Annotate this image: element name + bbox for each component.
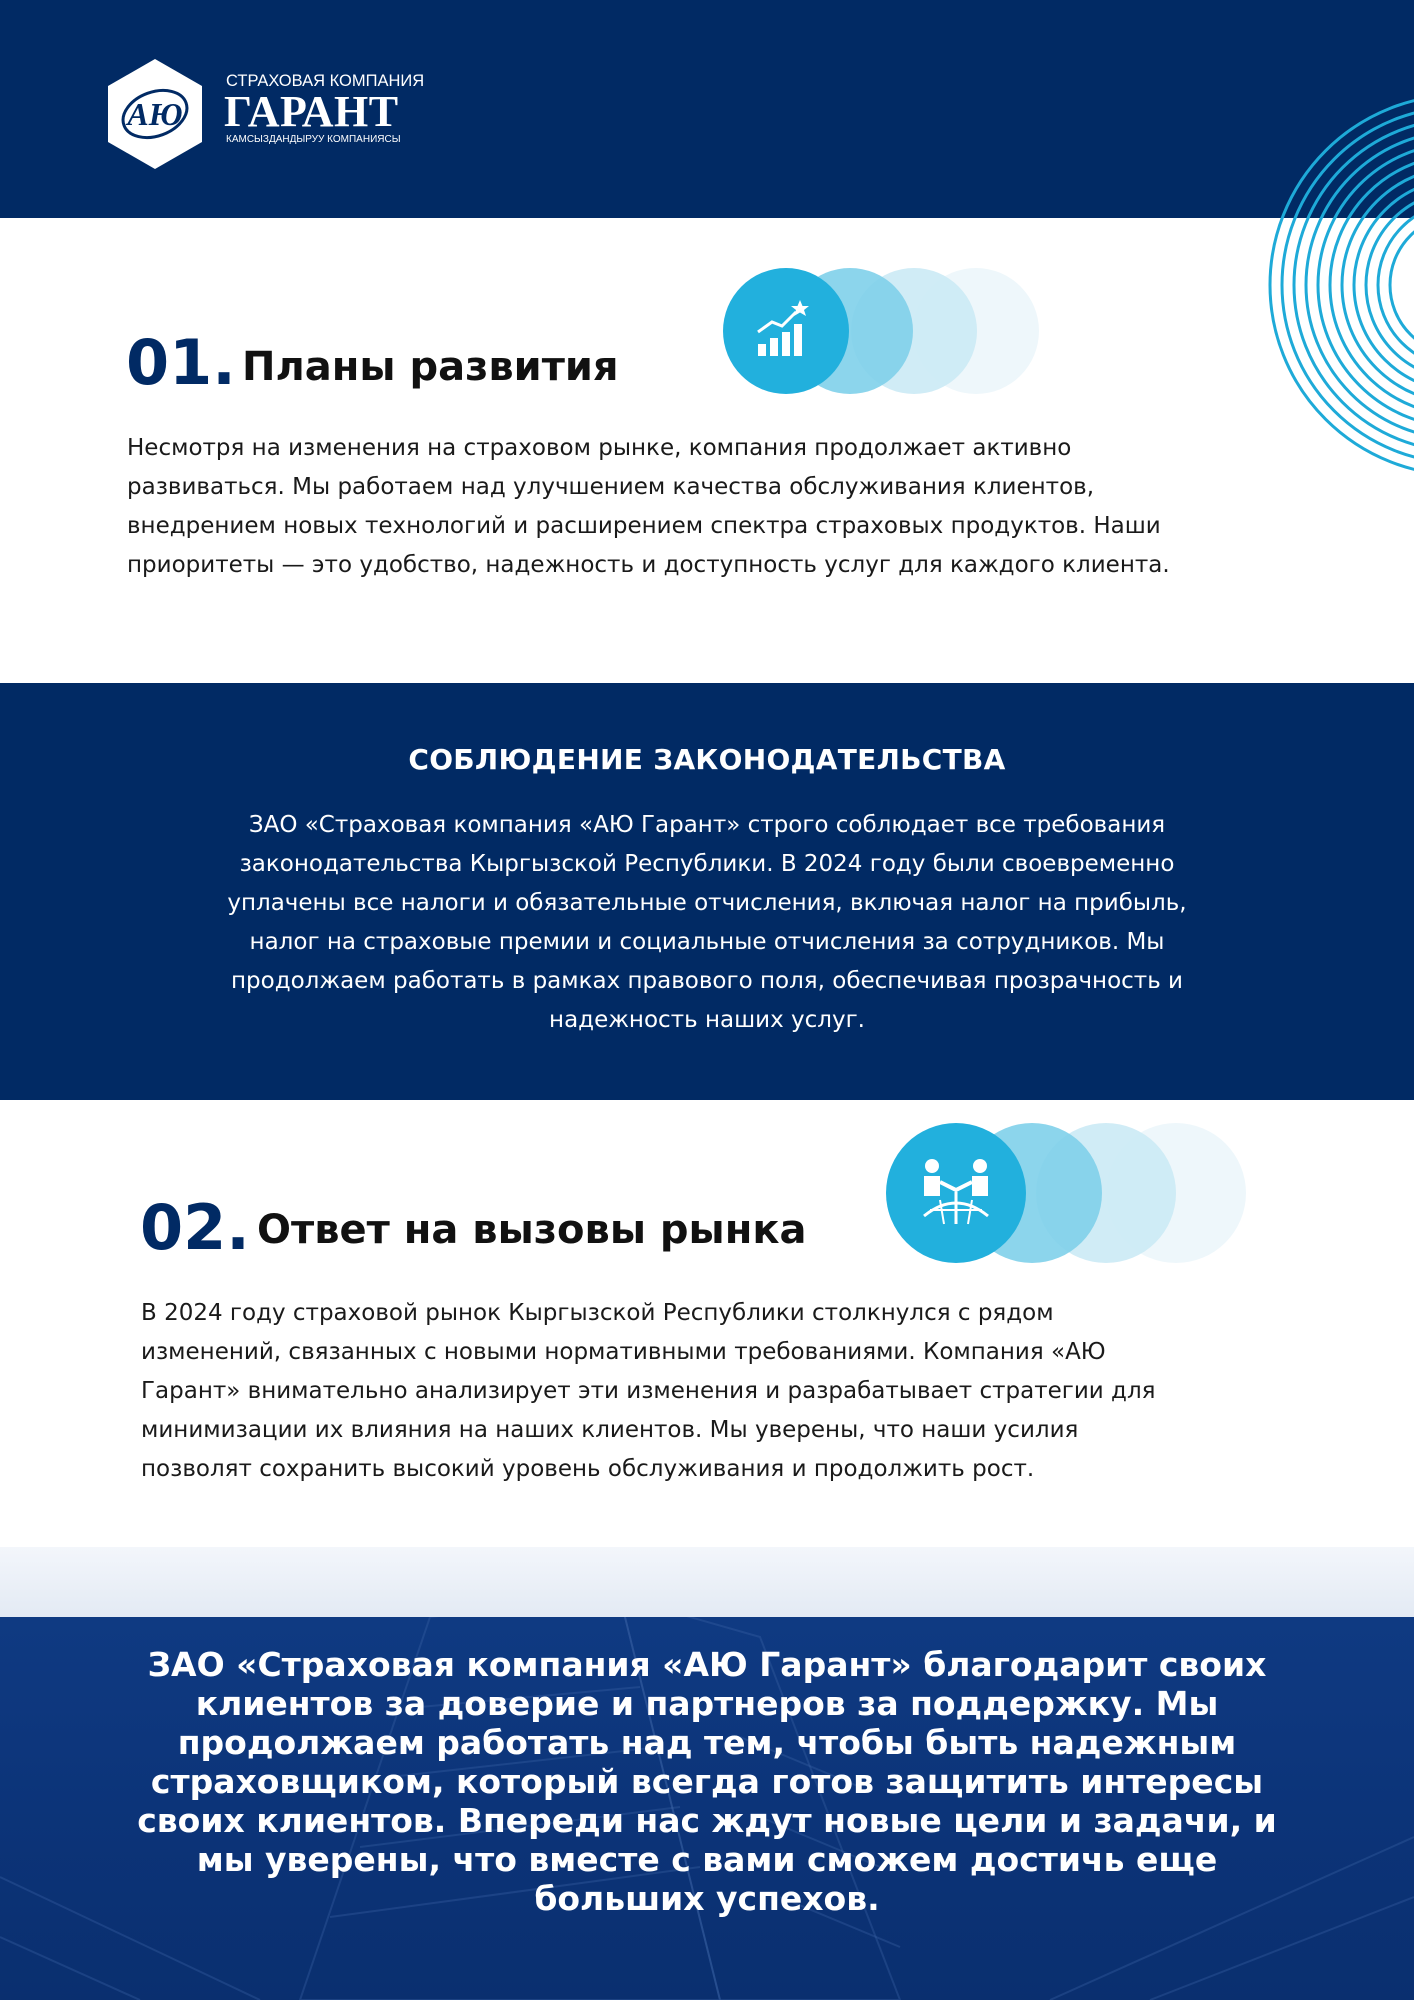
compliance-paragraph [0,806,1414,1040]
footer-line: продолжаем работать над тем, чтобы быть надежным [177,1723,1237,1762]
section2-number: 02. [140,1191,250,1264]
section2-paragraph [141,1294,1155,1489]
footer-line: страховщиком, который всегда готов защитить интересы [150,1762,1264,1801]
section1-title: Планы развития [242,344,619,390]
section1-line: внедрением новых технологий и расширением спектра страховых продуктов. Наши [127,513,1161,539]
section2-icon-circles [884,1120,1254,1266]
section1-line: Несмотря на изменения на страховом рынке, компания продолжает активно [127,435,1072,461]
section1-icon-circles [720,266,1050,396]
footer-line: больших успехов. [534,1879,880,1918]
logo-emblem [104,57,206,171]
compliance-title: СОБЛЮДЕНИЕ ЗАКОНОДАТЕЛЬСТВА [408,743,1006,776]
footer-message [0,1645,1414,1918]
section2-line: позволят сохранить высокий уровень обслуживания и продолжить рост. [141,1456,1035,1482]
logo-caption-bottom: КАМСЫЗДАНДЫРУУ КОМПАНИЯСЫ [226,134,401,145]
section2-line: Гарант» внимательно анализирует эти изменения и разрабатывает стратегии для [141,1378,1156,1404]
section2-line: В 2024 году страховой рынок Кыргызской Республики столкнулся с рядом [141,1300,1054,1326]
footer-line: своих клиентов. Впереди нас ждут новые цели и задачи, и [137,1801,1277,1840]
section2-title: Ответ на вызовы рынка [257,1207,807,1253]
section1-line: развиваться. Мы работаем над улучшением качества обслуживания клиентов, [127,474,1095,500]
compliance-line: законодательства Кыргызской Республики. В 2024 году были своевременно [239,851,1175,877]
footer-line: клиентов за доверие и партнеров за поддержку. Мы [195,1684,1219,1723]
section1-number: 01. [126,326,236,399]
compliance-line: налог на страховые премии и социальные отчисления за сотрудников. Мы [249,929,1165,955]
header-band [0,0,1414,218]
compliance-line: ЗАО «Страховая компания «АЮ Гарант» строго соблюдает все требования [248,812,1166,838]
footer-line: мы уверены, что вместе с вами сможем достичь еще [196,1840,1218,1879]
footer-sky-fade [0,1547,1414,1617]
footer-line: ЗАО «Страховая компания «АЮ Гарант» благодарит своих [147,1645,1267,1684]
section2-line: изменений, связанных с новыми нормативными требованиями. Компания «АЮ [141,1339,1106,1365]
logo-caption-top: СТРАХОВАЯ КОМПАНИЯ [226,72,425,90]
logo-wordmark: ГАРАНТ [224,87,399,136]
section1-line: приоритеты — это удобство, надежность и доступность услуг для каждого клиента. [127,552,1170,578]
section1-paragraph [127,429,1170,585]
section2-line: минимизации их влияния на наших клиентов. Мы уверены, что наши усилия [141,1417,1079,1443]
compliance-line: надежность наших услуг. [549,1007,865,1033]
logo-monogram: АЮ [127,96,183,132]
compliance-line: продолжаем работать в рамках правового поля, обеспечивая прозрачность и [230,968,1184,994]
decorative-rings [1260,85,1414,485]
compliance-line: уплачены все налоги и обязательные отчисления, включая налог на прибыль, [227,890,1187,916]
